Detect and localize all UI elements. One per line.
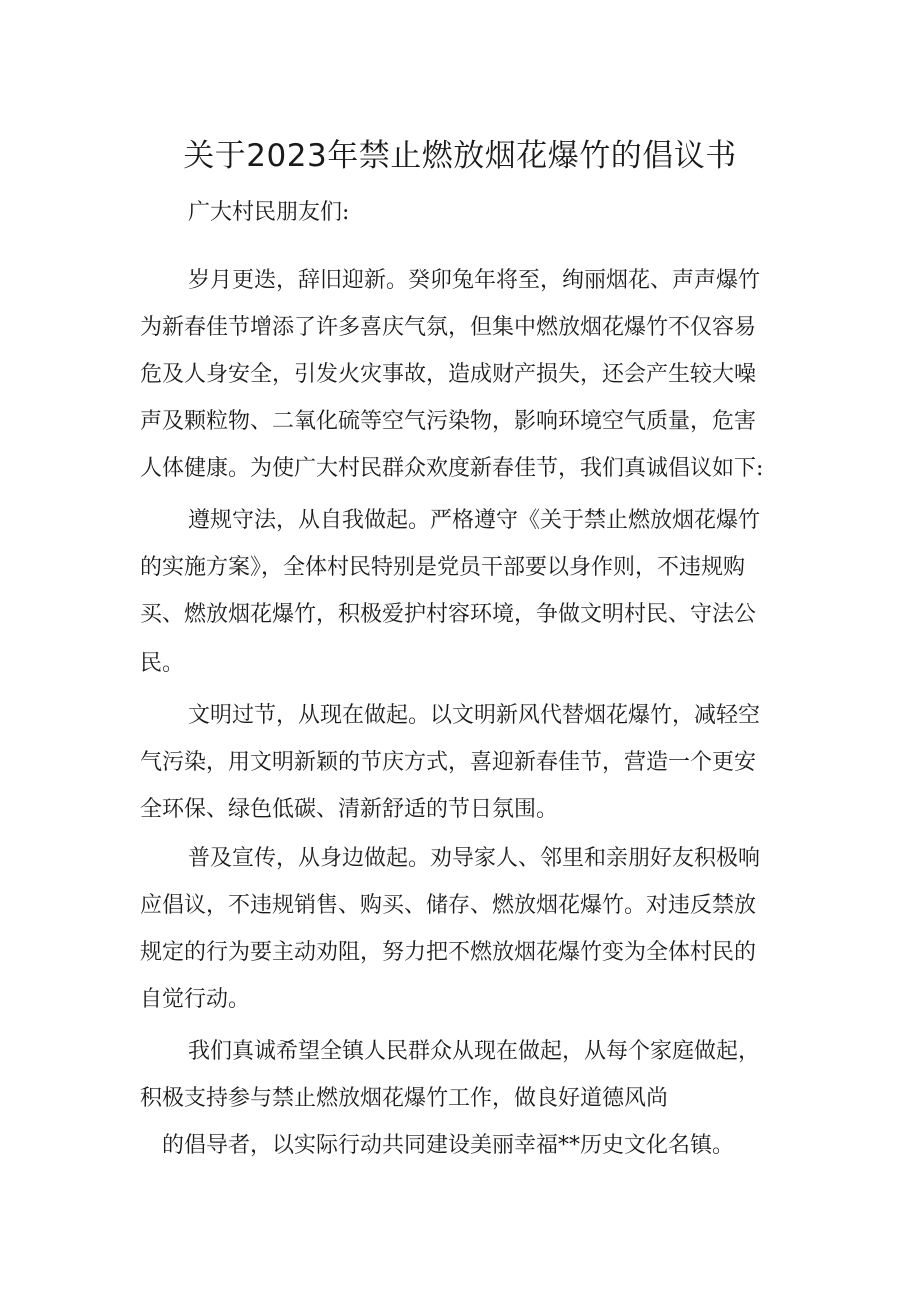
paragraph-closing-line: 我们真诚希望全镇人民群众从现在做起，从每个家庭做起， [188,1039,761,1064]
salutation: 广大村民朋友们: [188,200,350,225]
paragraph-intro-line: 岁月更迭，辞旧迎新。癸卯兔年将至，绚丽烟花、声声爆竹 [188,268,761,293]
paragraph-closing-line: 的倡导者，以实际行动共同建设美丽幸福**历史文化名镇。 [162,1133,735,1158]
document-title: 关于2023年禁止燃放烟花爆竹的倡议书 [183,138,737,174]
paragraph-publicize-line: 规定的行为要主动劝阻，努力把不燃放烟花爆竹变为全体村民的 [140,940,757,965]
paragraph-intro-line: 为新春佳节增添了许多喜庆气氛，但集中燃放烟花爆竹不仅容易 [140,315,757,340]
paragraph-civilized-line: 气污染，用文明新颖的节庆方式，喜迎新春佳节，营造一个更安 [140,750,757,775]
paragraph-publicize-line: 普及宣传，从身边做起。劝导家人、邻里和亲朋好友积极响 [188,846,761,871]
paragraph-closing-line: 积极支持参与禁止燃放烟花爆竹工作，做良好道德风尚 [140,1086,669,1111]
paragraph-publicize-line: 应倡议，不违规销售、购买、储存、燃放烟花爆竹。对违反禁放 [140,893,757,918]
paragraph-comply-line: 民。 [140,651,185,676]
paragraph-comply-line: 买、燃放烟花爆竹，积极爱护村容环境，争做文明村民、守法公 [140,602,757,627]
paragraph-publicize-line: 自觉行动。 [140,987,251,1012]
paragraph-intro-line: 危及人身安全，引发火灾事故，造成财产损失，还会产生较大噪 [140,362,757,387]
paragraph-civilized-line: 全环保、绿色低碳、清新舒适的节日氛围。 [140,797,559,822]
paragraph-comply-line: 的实施方案》，全体村民特别是党员干部要以身作则，不违规购 [140,555,746,580]
paragraph-intro-line: 人体健康。为使广大村民群众欢度新春佳节，我们真诚倡议如下: [140,456,764,481]
paragraph-civilized-line: 文明过节，从现在做起。以文明新风代替烟花爆竹，减轻空 [188,703,761,728]
paragraph-comply-line: 遵规守法，从自我做起。严格遵守《关于禁止燃放烟花爆竹 [188,508,761,533]
paragraph-intro-line: 声及颗粒物、二氧化硫等空气污染物，影响环境空气质量，危害 [140,409,757,434]
